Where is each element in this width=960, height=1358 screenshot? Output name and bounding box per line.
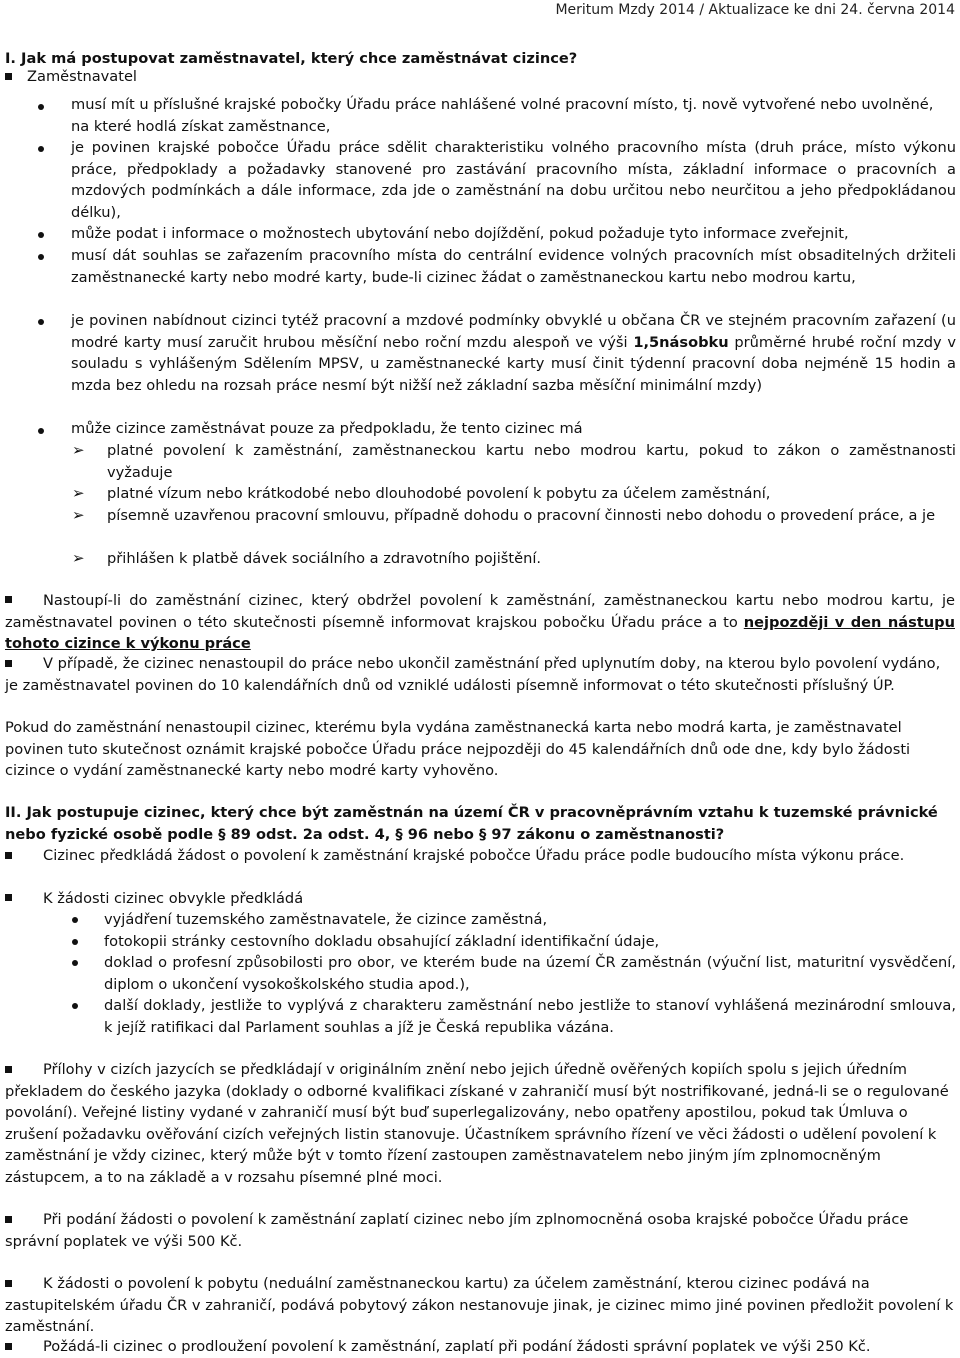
square-bullet	[5, 894, 12, 901]
arrow-bullet-icon: ➢	[72, 484, 85, 502]
employer-label: Zaměstnavatel	[27, 68, 137, 85]
bullet-dot	[38, 104, 44, 110]
s1-bullet-6: může cizince zaměstnávat pouze za předpokladu, že tento cizinec má	[71, 420, 583, 437]
s1-paragraph-2: V případě, že cizinec nenastoupil do práce nebo ukončil zaměstnání před uplynutím doby, na kterou bylo povolení vydáno, je zaměstnavatel povinen do 10 kalendářních dnů od vzniklé události písemně informovat o této skutečnosti příslušný ÚP.	[5, 655, 941, 694]
s2-bullet-3: doklad o profesní způsobilosti pro obor, ve kterém bude na území ČR zaměstnán (výuční list, maturitní vysvědčení, diplom o ukončení vysokoškolského studia apod.),	[104, 954, 956, 993]
s1-arrow-3: písemně uzavřenou pracovní smlouvu, případně dohodu o pracovní činnosti nebo dohodu o provedení práce, a je	[107, 507, 936, 524]
s2-paragraph-3: Přílohy v cizích jazycích se předkládají v originálním znění nebo jejich úředně ověřených kopiích spolu s jejich úředním překladem do českého jazyka (doklady o odborné kvalifikaci získané v zahraničí musí být nostrifikované, jedná-li se o regulované povolání). Veřejné listiny vydané v zahraničí musí být buď superlegalizovány, nebo opatřeny apostilou, pokud tak Úmluva o zrušení požadavku ověřování cizích veřejných listin stanovuje. Účastníkem správního řízení ve věci žádosti o udělení povolení k zaměstnání je vždy cizinec, který může být v tomto řízení zastoupen zaměstnavatelem nebo jiným jím zplnomocněným zástupcem, a to na základě a v rozsahu písemné plné moci.	[5, 1061, 949, 1186]
s1-bullet-3: může podat i informace o možnostech ubytování nebo dojíždění, pokud požaduje tyto informace zveřejnit,	[71, 225, 849, 242]
bullet-dot	[38, 428, 44, 434]
section-1-heading: I. Jak má postupovat zaměstnavatel, který chce zaměstnávat cizince?	[5, 50, 578, 67]
s1-bullet-2: je povinen krajské pobočce Úřadu práce sdělit charakteristiku volného pracovního místa (druh práce, místo výkonu práce, předpoklady a požadavky stanovené pro zastávání pracovního místa, základní informace o pracovních a mzdových podmínkách a dále informace, zda jde o zaměstnání na dobu určitou nebo neurčitou a jeho předpokládanou délku),	[71, 139, 956, 221]
bullet-dot	[38, 254, 44, 260]
bullet-dot	[72, 917, 78, 923]
s2-paragraph-4: Při podání žádosti o povolení k zaměstnání zaplatí cizinec nebo jím zplnomocněná osoba krajské pobočce Úřadu práce správní poplatek ve výši 500 Kč.	[5, 1211, 909, 1250]
bullet-dot	[38, 146, 44, 152]
s2-bullet-2: fotokopii stránky cestovního dokladu obsahující základní identifikační údaje,	[104, 933, 660, 950]
bullet-dot	[38, 232, 44, 238]
arrow-bullet-icon: ➢	[72, 549, 85, 567]
bullet-dot	[72, 960, 78, 966]
s1-paragraph-3: Pokud do zaměstnání nenastoupil cizinec, kterému byla vydána zaměstnanecká karta nebo modrá karta, je zaměstnavatel povinen tuto skutečnost oznámit krajské pobočce Úřadu práce nejpozději do 45 kalendářních dnů ode dne, kdy bylo žádosti cizince o vydání zaměstnanecké karty nebo modré karty vyhověno.	[5, 719, 911, 780]
s1-arrow-2: platné vízum nebo krátkodobé nebo dlouhodobé povolení k pobytu za účelem zaměstnání,	[107, 485, 771, 502]
s1-arrow-1: platné povolení k zaměstnání, zaměstnaneckou kartu nebo modrou kartu, pokud to zákon o zaměstnanosti vyžaduje	[107, 442, 956, 481]
s2-bullet-1: vyjádření tuzemského zaměstnavatele, že cizince zaměstná,	[104, 911, 548, 928]
section-2-heading: II. Jak postupuje cizinec, který chce být zaměstnán na území ČR v pracovněprávním vztahu k tuzemské právnické nebo fyzické osobě podle § 89 odst. 2a odst. 4, § 96 nebo § 97 zákonu o zaměstnanosti?	[5, 804, 938, 843]
s1-paragraph-1: Nastoupí-li do zaměstnání cizinec, který obdržel povolení k zaměstnání, zaměstnaneckou kartu nebo modrou kartu, je zaměstnavatel povinen o této skutečnosti písemně informovat krajskou pobočku Úřadu práce a to nejpozději v den nástupu tohoto cizince k výkonu práce	[5, 592, 955, 653]
s2-paragraph-6: Požádá-li cizinec o prodloužení povolení k zaměstnání, zaplatí při podání žádosti správní poplatek ve výši 250 Kč.	[43, 1338, 871, 1355]
s1-arrow-4: přihlášen k platbě dávek sociálního a zdravotního pojištění.	[107, 550, 542, 567]
s1-bullet-1: musí mít u příslušné krajské pobočky Úřadu práce nahlášené volné pracovní místo, tj. nově vytvořené nebo uvolněné, na které hodlá získat zaměstnance,	[71, 96, 934, 135]
s2-paragraph-2: K žádosti cizinec obvykle předkládá	[43, 890, 304, 907]
s2-bullet-4: další doklady, jestliže to vyplývá z charakteru zaměstnání nebo jestliže to stanoví vyhlášená mezinárodní smlouva, k jejíž ratifikaci dal Parlament souhlas a jíž je Česká republika vázána.	[104, 997, 956, 1036]
s1-bullet-5: je povinen nabídnout cizinci tytéž pracovní a mzdové podmínky obvyklé u občana ČR ve stejném pracovním zařazení (u modré karty musí zaručit hrubou měsíční nebo roční mzdu alespoň ve výši 1,5násobku průměrné hrubé roční mzdy v souladu s vyhlášeným Sdělením MPSV, u zaměstnanecké karty musí činit týdenní pracovní doba nejméně 15 hodin a mzda bez ohledu na rozsah práce nesmí být nižší než základní sazba měsíční minimální mzdy)	[71, 312, 957, 394]
arrow-bullet-icon: ➢	[72, 441, 85, 459]
bullet-dot	[72, 1003, 78, 1009]
s2-paragraph-1: Cizinec předkládá žádost o povolení k zaměstnání krajské pobočce Úřadu práce podle budoucího místa výkonu práce.	[43, 847, 905, 864]
s2-paragraph-5: K žádosti o povolení k pobytu (neduální zaměstnaneckou kartu) za účelem zaměstnání, kterou cizinec podává na zastupitelském úřadu ČR v zahraničí, podává pobytový zákon nestanovuje jinak, je cizinec mimo jiné povinen předložit povolení k zaměstnání.	[5, 1275, 954, 1336]
square-bullet	[5, 73, 12, 80]
s1-bullet-4: musí dát souhlas se zařazením pracovního místa do centrální evidence volných pracovních míst obsaditelných držiteli zaměstnanecké karty nebo modré karty, bude-li cizinec žádat o zaměstnaneckou kartu nebo modrou kartu,	[71, 247, 956, 286]
arrow-bullet-icon: ➢	[72, 506, 85, 524]
square-bullet	[5, 1343, 12, 1350]
bullet-dot	[38, 319, 44, 325]
bullet-dot	[72, 939, 78, 945]
page-header: Meritum Mzdy 2014 / Aktualizace ke dni 24. června 2014	[555, 2, 955, 18]
